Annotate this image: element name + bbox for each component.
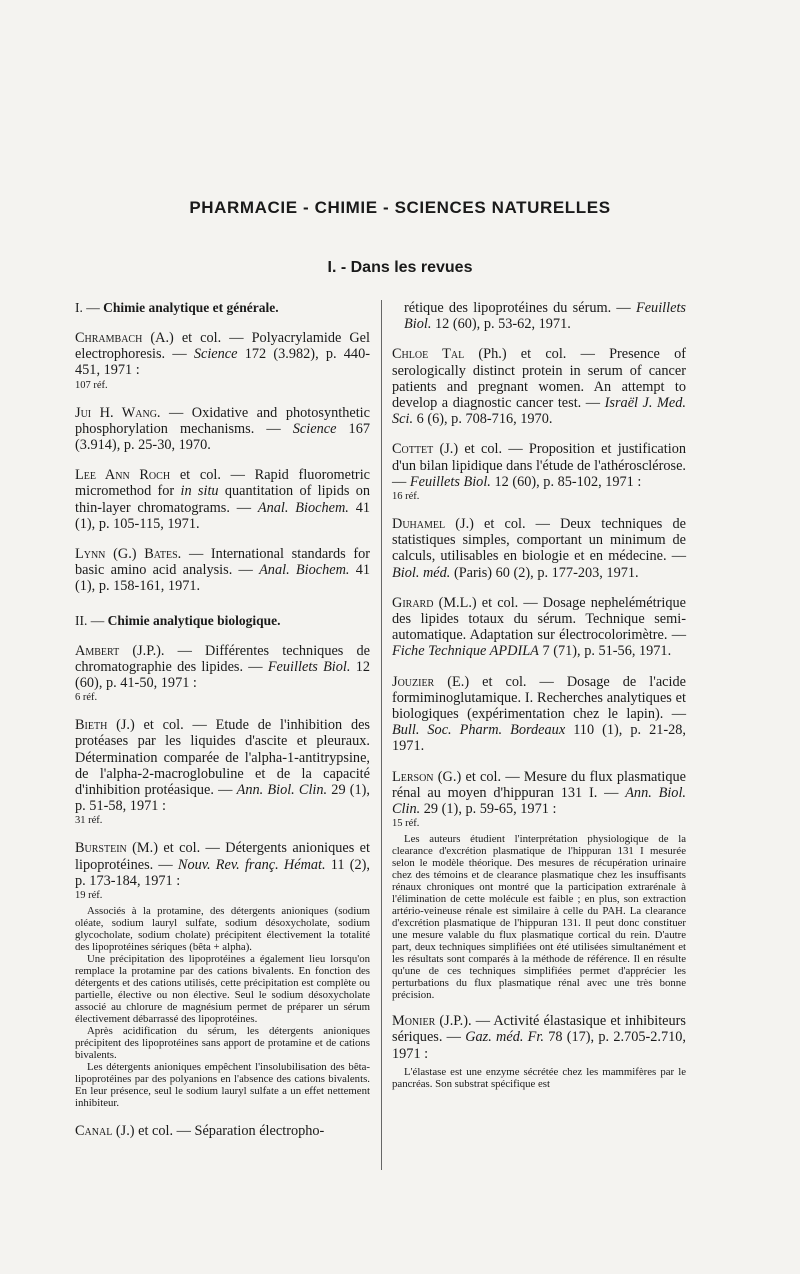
entry-author: Chloe Tal: [392, 346, 465, 363]
entry-text: quantitation of lipids on thin-layer chromatograms. —: [75, 483, 371, 516]
entry-journal: Anal. Biochem.: [257, 499, 349, 516]
heading-chimie-analytique-biologique: [75, 613, 370, 629]
entry-journal: Ann. Biol. Clin.: [236, 782, 328, 799]
entry-author: (G.) Bates.: [113, 546, 182, 563]
entry-text: (Ph.) et col. — Presence of serologically distinct protein in serum of cancer patients and pregnant women. An attempt to develop a diagnostic cancer test. —: [392, 346, 686, 412]
entry-journal: Biol. méd.: [392, 564, 451, 581]
right-column: [392, 300, 686, 1090]
entry-author: Jui H. Wang.: [75, 404, 161, 421]
bibliography-entry: [392, 674, 686, 755]
entry-text: (J.P.). — Activité élastasique et inhibiteurs sériques. —: [392, 1013, 686, 1046]
bibliography-entry: [392, 516, 686, 581]
heading-number: II. —: [75, 612, 105, 628]
entry-author: Cottet: [392, 441, 434, 458]
entry-author: Monier: [392, 1013, 436, 1030]
entry-text: (M.L.) et col. — Dosage nephelémétrique des lipides totaux du sérum. Technique semi-automatique. Adaptation sur électrocolorimètre. —: [392, 594, 686, 644]
heading-chimie-analytique-generale: [75, 300, 370, 316]
entry-journal: Israël J. Med. Sci.: [392, 395, 686, 428]
entry-author: Canal: [75, 1123, 113, 1140]
bibliography-entry: [392, 1013, 686, 1062]
entry-text: (M.) et col. — Détergents anioniques et lipoprotéines. —: [75, 840, 370, 873]
entry-journal: Science: [292, 420, 337, 437]
abstract: [392, 833, 686, 1001]
entry-italic-term: in situ: [180, 483, 219, 500]
entry-author: Duhamel: [392, 516, 446, 533]
bibliography-entry: [75, 643, 370, 704]
entry-ref-count: 15 réf.: [392, 818, 420, 830]
abstract: [75, 905, 370, 1109]
entry-text: (G.) et col. — Mesure du flux plasmatique rénal au moyen d'hippuran 131 I. —: [392, 768, 686, 801]
entry-citation: 41 (1), p. 105-115, 1971.: [75, 499, 370, 532]
entry-author: Jouzier: [392, 673, 435, 690]
entry-citation: 78 (17), p. 2.705-2.710, 1971 :: [392, 1029, 686, 1062]
section-title: I. - Dans les revues: [327, 259, 473, 276]
entry-citation: 41 (1), p. 158-161, 1971.: [75, 562, 371, 595]
entry-journal: Gaz. méd. Fr.: [465, 1029, 544, 1046]
heading-text: Chimie analytique et générale.: [103, 300, 279, 315]
abstract-paragraph: Une précipitation des lipoprotéines a également lieu lorsqu'on remplace la protamine par des cations bivalents. En fonction des détergents et des cations utilisés, cette précipitation est complète ou partielle, élective ou non élective. Seul le sodium désoxycholate associé au chlorure de magnésium permet de préparer un sérum électivement débarrassé des lipoprotéines.: [75, 953, 370, 1026]
entry-journal: Science: [193, 346, 238, 363]
entry-text: (A.) et col. — Polyacrylamide Gel electrophoresis. —: [75, 330, 370, 363]
entry-text: et col. — Rapid fluorometric micromethod for: [75, 467, 371, 500]
entry-journal: Feuillets Biol.: [404, 300, 686, 333]
entry-ref-count: 19 réf.: [75, 890, 103, 902]
left-column: [75, 300, 370, 1153]
entry-citation: 7 (71), p. 51-56, 1971.: [542, 643, 672, 660]
entry-citation: 29 (1), p. 51-58, 1971 :: [75, 782, 370, 815]
abstract-paragraph: Les auteurs étudient l'interprétation physiologique de la clearance d'excrétion plasmatique de l'hippuran 131 I mesurée selon le modèle théorique. Des mesures de récupération urinaire chez des témoins et de clearance plasmatique chez les insuffisants rénaux chroniques ont montré que la participation extrarénale à l'élimination de cette molécule est faible ; en plus, son extraction artério-veineuse rénale est similaire à celle du PAH. La clearance d'excrétion plasmatique de l'hippuran 131. Il peut donc constituer une mesure valable du flux plasmatique cortical du rein. D'autre part, deux techniques simplifiées ont été utilisées simultanément et les résultats sont comparés à la méthode de référence. Il en résulte qu'une de ces techniques simplifiées permet d'apprécier les perturbations du flux plasmatique rénal avec une très bonne précision.: [392, 833, 686, 1002]
entry-journal: Fiche Technique APDILA: [392, 643, 539, 660]
heading-text: Chimie analytique biologique.: [107, 612, 281, 628]
entry-text: — International standards for basic amino acid analysis. —: [75, 546, 371, 579]
entry-author: Chrambach: [75, 330, 143, 346]
abstract-paragraph: Après acidification du sérum, les détergents anioniques précipitent des lipoprotéines sans apport de protamine et de cations bivalents.: [75, 1025, 370, 1062]
entry-citation: 12 (60), p. 41-50, 1971 :: [75, 658, 371, 692]
abstract-paragraph: Associés à la protamine, des détergents anioniques (sodium oléate, sodium lauryl sulfate, sodium désoxycholate, sodium glycocholate, sodium cholate) précipitent électivement la totalité des lipoprotéines sériques (bêta + alpha).: [75, 905, 370, 954]
entry-author: Lynn: [75, 546, 106, 563]
entry-text: (J.) et col. — Proposition et justification d'un bilan lipidique dans l'étude de l'athérosclérose. —: [392, 441, 686, 490]
entry-text: — Oxidative and photosynthetic phosphorylation mechanisms. —: [75, 404, 370, 437]
entry-citation: 172 (3.982), p. 440-451, 1971 :: [75, 346, 370, 379]
bibliography-entry: [392, 595, 686, 660]
entry-citation: (Paris) 60 (2), p. 177-203, 1971.: [453, 564, 639, 581]
bibliography-entry: [75, 546, 370, 595]
entry-journal: Ann. Biol. Clin.: [392, 784, 686, 818]
entry-ref-count: 107 réf.: [75, 379, 108, 391]
entry-author: Ambert: [75, 642, 120, 659]
entry-text: (J.) et col. — Deux techniques de statistiques simples, comportant un minimum de calculs, utilisables en biologie et en médecine. —: [392, 516, 686, 565]
abstract-paragraph: Les détergents anioniques empêchent l'insolubilisation des bêta-lipoprotéines par des polyanions en l'absence des cations bivalents. En leur présence, seul le sodium lauryl sulfate a un effet nettement inhibiteur.: [75, 1061, 370, 1110]
entry-text: (J.P.). — Différentes techniques de chromatographie des lipides. —: [75, 642, 370, 675]
entry-journal: Anal. Biochem.: [259, 562, 350, 579]
bibliography-entry: [75, 330, 370, 391]
bibliography-entry-continued: [392, 300, 686, 332]
bibliography-entry: [75, 840, 370, 901]
entry-citation: 6 (6), p. 708-716, 1970.: [416, 411, 553, 428]
bibliography-entry: [75, 405, 370, 454]
entry-journal: Nouv. Rev. franç. Hémat.: [177, 856, 326, 873]
entry-author: Lerson: [392, 768, 434, 785]
entry-text: (E.) et col. — Dosage de l'acide formiminoglutamique. I. Recherches analytiques et biologiques (expérimentation chez le lapin). —: [392, 673, 686, 723]
entry-text: (J.) et col. — Etude de l'inhibition des protéases par les liquides d'ascite et pleuraux. Détermination comparée de l'alpha-1-antitrypsine, de l'alpha-2-macroglobuline et de la capacité d'inhibition protéasique. —: [75, 717, 370, 799]
entry-journal: Feuillets Biol.: [267, 658, 351, 675]
entry-journal: Bull. Soc. Pharm. Bordeaux: [392, 722, 566, 739]
entry-author: Burstein: [75, 840, 127, 857]
abstract-paragraph: L'élastase est une enzyme sécrétée chez les mammifères par le pancréas. Son substrat spécifique est: [392, 1065, 686, 1090]
entry-citation: 12 (60), p. 53-62, 1971.: [434, 316, 571, 333]
entry-citation: 167 (3.914), p. 25-30, 1970.: [75, 420, 370, 454]
bibliography-entry: [75, 717, 370, 826]
entry-author: Girard: [392, 594, 434, 611]
column-divider: [381, 300, 382, 1170]
entry-citation: 110 (1), p. 21-28, 1971.: [392, 722, 687, 755]
entry-author: Lee Ann Roch: [75, 467, 171, 484]
page-title: PHARMACIE - CHIMIE - SCIENCES NATURELLES: [189, 198, 611, 217]
bibliography-entry: [75, 1123, 370, 1139]
entry-text: rétique des lipoprotéines du sérum. —: [404, 300, 631, 316]
entry-citation: 29 (1), p. 59-65, 1971 :: [423, 801, 557, 818]
abstract: [392, 1066, 686, 1090]
bibliography-entry: [392, 769, 686, 830]
bibliography-entry: [392, 441, 686, 502]
entry-author: Bieth: [75, 717, 108, 734]
entry-journal: Feuillets Biol.: [409, 473, 491, 490]
entry-text: (J.) et col. — Séparation électropho-: [115, 1123, 325, 1140]
entry-ref-count: 16 réf.: [392, 491, 420, 503]
entry-citation: 11 (2), p. 173-184, 1971 :: [75, 856, 371, 889]
entry-ref-count: 31 réf.: [75, 815, 103, 827]
heading-number: I. —: [75, 300, 100, 315]
entry-citation: 12 (60), p. 85-102, 1971 :: [494, 473, 642, 490]
bibliography-entry: [75, 467, 370, 532]
entry-ref-count: 6 réf.: [75, 692, 98, 704]
bibliography-entry: [392, 346, 686, 427]
